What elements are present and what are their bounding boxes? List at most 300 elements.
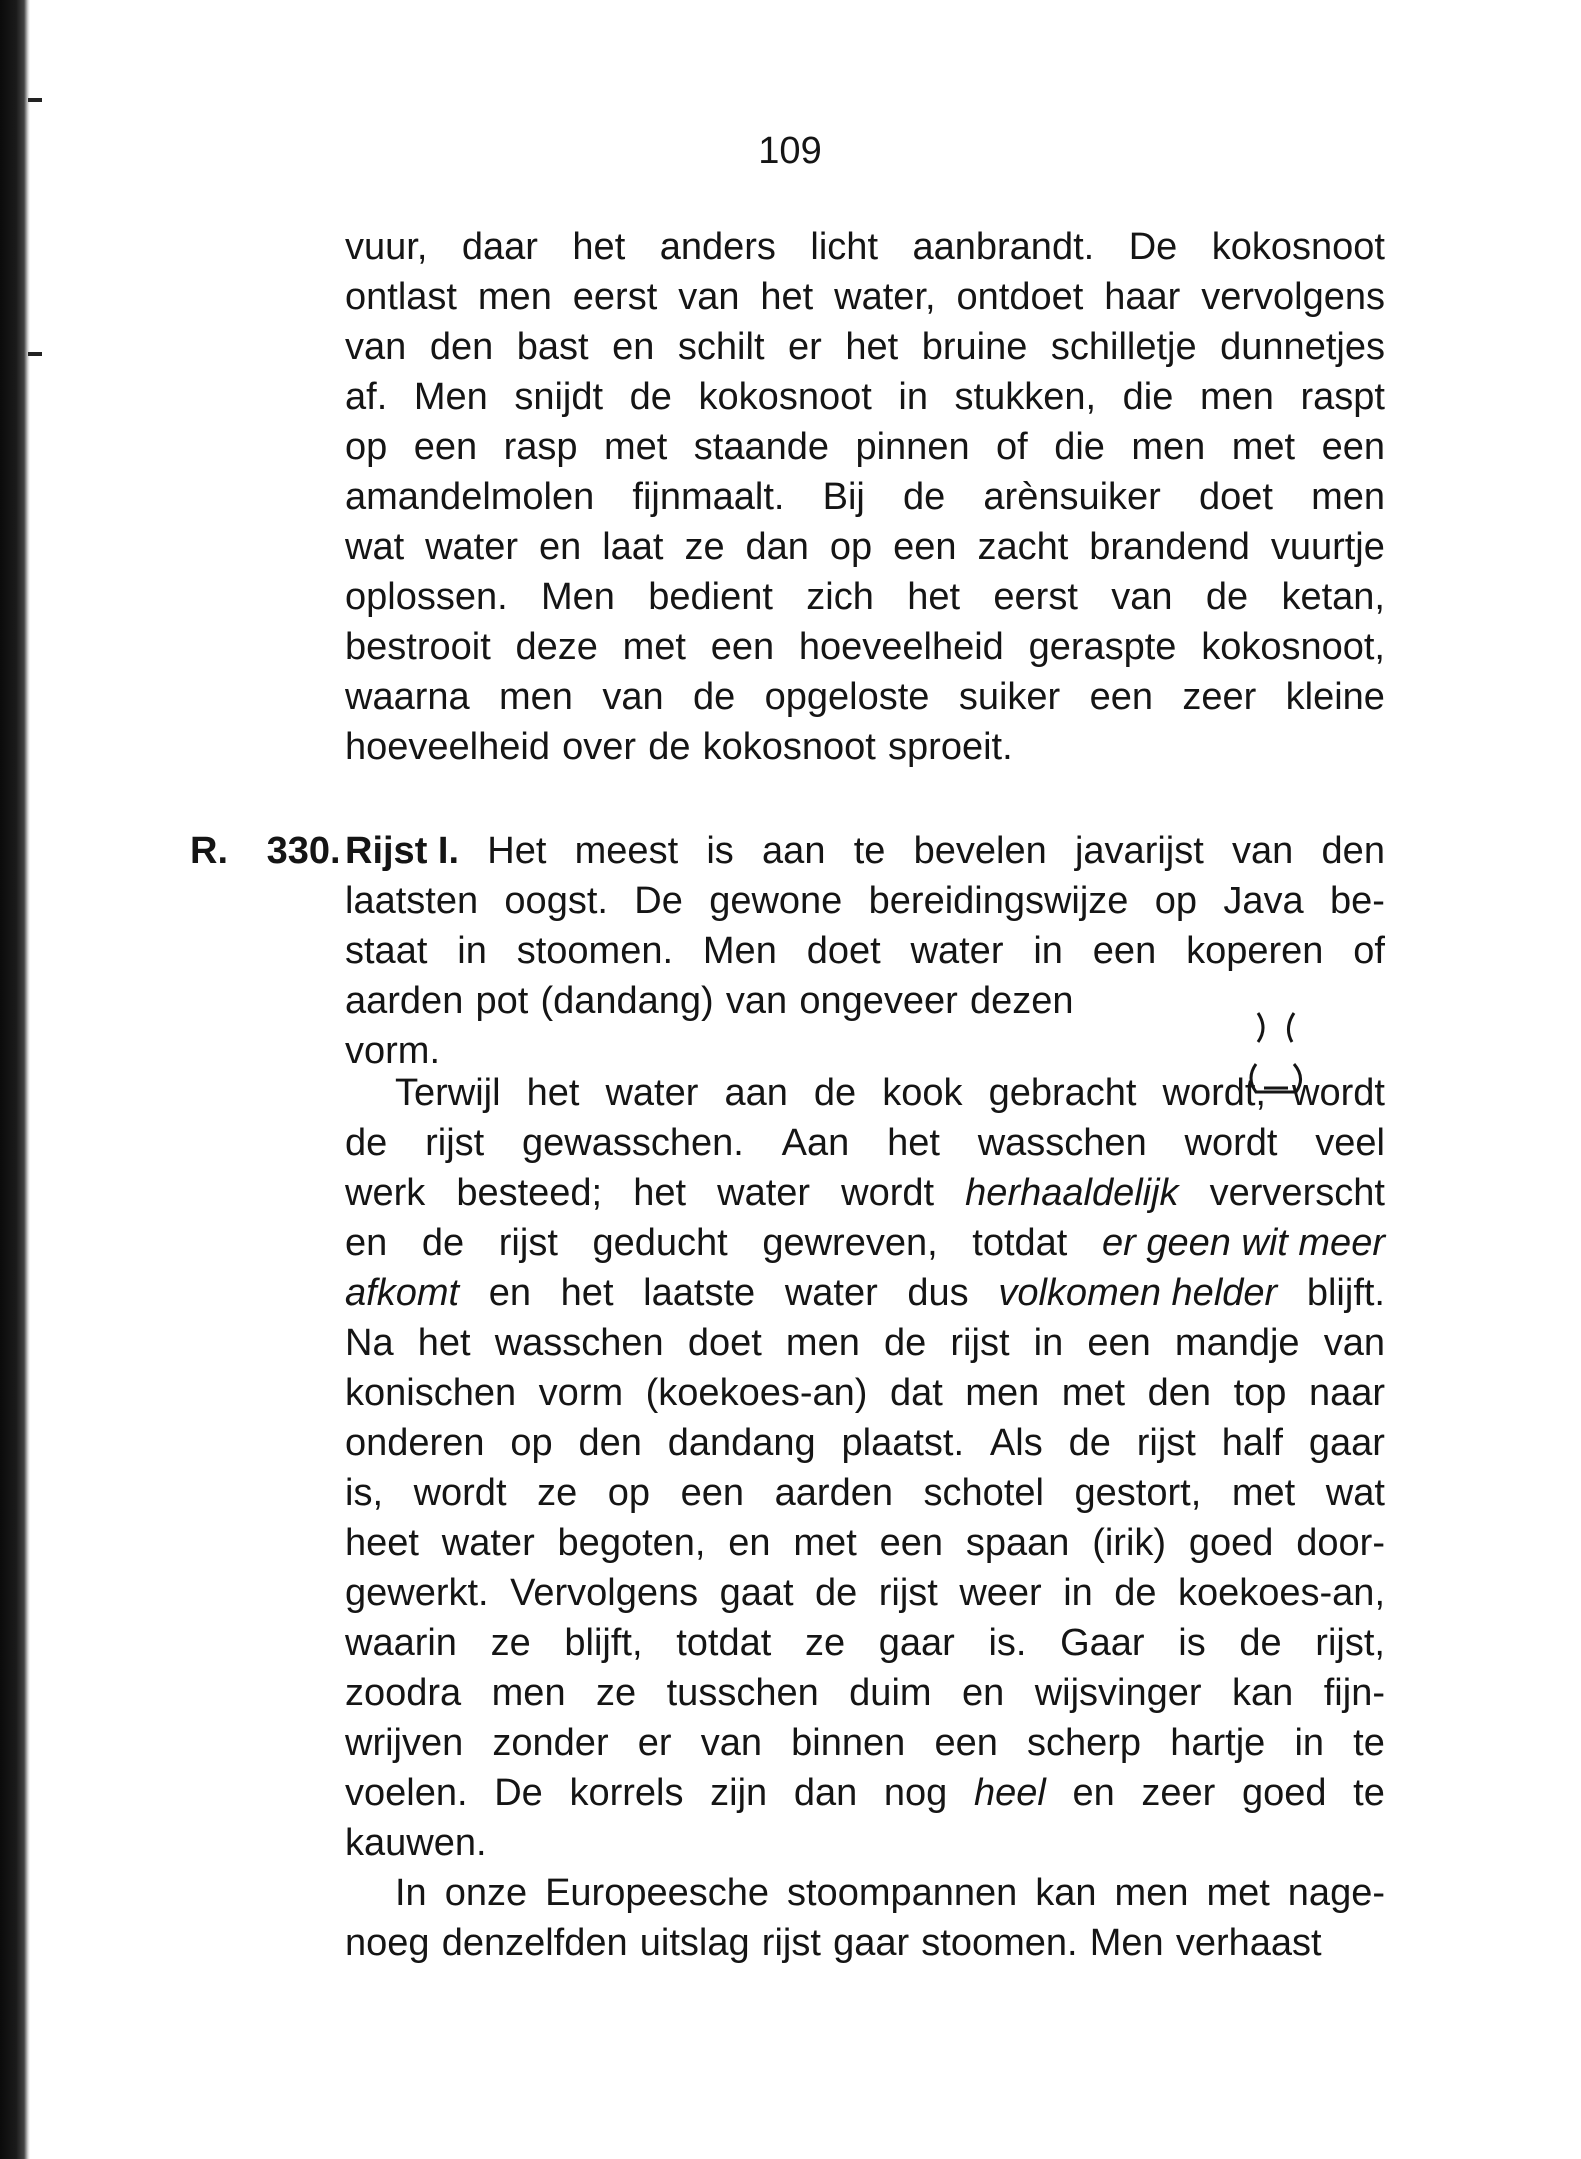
recipe-heading [190, 826, 357, 876]
word: top [1233, 1372, 1287, 1414]
word: nog [883, 1772, 948, 1814]
word: (koekoes-an) [645, 1372, 868, 1414]
text-line [345, 826, 1385, 876]
word: gewasschen. [522, 1122, 744, 1164]
word: van [1323, 1322, 1385, 1364]
word: Bij [822, 476, 865, 518]
recipe-intro [345, 826, 1385, 1076]
word: staande [693, 426, 830, 468]
text-line [345, 1818, 1385, 1868]
word: veel [1315, 1122, 1385, 1164]
word: vuur, [345, 226, 428, 268]
word: een [879, 1522, 943, 1564]
word: ververscht [1209, 1172, 1385, 1214]
word: te [1353, 1772, 1385, 1814]
word: pot [475, 980, 529, 1022]
word: doet [687, 1322, 762, 1364]
word: den [578, 1422, 642, 1464]
word: gaat [719, 1572, 794, 1614]
text-line [345, 1918, 1385, 1968]
word: waarin [345, 1622, 457, 1664]
word: sproeit. [888, 726, 1013, 768]
word: van [725, 980, 788, 1022]
word: hoeveelheid [798, 626, 1004, 668]
word: Als [989, 1422, 1043, 1464]
word: een [1089, 676, 1153, 718]
word: Vervolgens [510, 1572, 699, 1614]
word: een [893, 526, 957, 568]
word: begoten, [557, 1522, 706, 1564]
word: totdat [676, 1622, 772, 1664]
word: aanbrandt. [912, 226, 1095, 268]
word: aarden [345, 980, 464, 1022]
word: men [1199, 376, 1274, 418]
paragraph-wasschen [345, 1068, 1385, 1868]
word: dan [745, 526, 809, 568]
word: eerst [993, 576, 1078, 618]
word: dandang [667, 1422, 816, 1464]
word: geraspte [1028, 626, 1177, 668]
word: aan [724, 1072, 788, 1114]
word: herhaaldelijk [965, 1172, 1179, 1214]
word: voelen. [345, 1772, 468, 1814]
word: heet [345, 1522, 419, 1564]
word: zoodra [345, 1672, 462, 1714]
word: Gaar [1060, 1622, 1145, 1664]
word: die [1122, 376, 1174, 418]
word: men [477, 276, 552, 318]
word: kan [1035, 1872, 1097, 1914]
word: wrijven [345, 1722, 464, 1764]
text-line [345, 1268, 1385, 1318]
word: de [813, 1072, 857, 1114]
recipe-number: 330. [266, 830, 341, 872]
word: Terwijl [395, 1072, 501, 1114]
word: wordt [1184, 1122, 1278, 1164]
word: water [605, 1072, 699, 1114]
word: dus [907, 1272, 969, 1314]
word: besteed; [456, 1172, 603, 1214]
word: hartje [1170, 1722, 1266, 1764]
word: de [1239, 1622, 1282, 1664]
word: een [1321, 426, 1385, 468]
word: men [1114, 1872, 1189, 1914]
word: hoeveelheid [345, 726, 550, 768]
word: de [883, 1322, 927, 1364]
word: water, [834, 276, 936, 318]
word: bruine [921, 326, 1028, 368]
word: kleine [1285, 676, 1385, 718]
word: eerst [572, 276, 658, 318]
binding-mark [28, 352, 42, 356]
word: zich [806, 576, 874, 618]
word: Na [345, 1322, 394, 1364]
word: men [1311, 476, 1385, 518]
word: scherp [1027, 1722, 1142, 1764]
word: den [1147, 1372, 1212, 1414]
word: konischen [345, 1372, 517, 1414]
word: is [1178, 1622, 1206, 1664]
word: wordt, [1162, 1072, 1266, 1114]
text-line [345, 1218, 1385, 1268]
word: met [603, 426, 668, 468]
text-line [345, 1068, 1385, 1118]
word: onze [444, 1872, 528, 1914]
word: zijn [710, 1772, 768, 1814]
text-line [345, 1318, 1385, 1368]
word: een [680, 1472, 745, 1514]
text-line [345, 1618, 1385, 1668]
text-line [345, 1368, 1385, 1418]
text-line [345, 1468, 1385, 1518]
word: een [934, 1722, 998, 1764]
word: tusschen [666, 1672, 819, 1714]
word: met [1231, 1472, 1296, 1514]
word: men [491, 1672, 566, 1714]
word: van [1111, 576, 1173, 618]
word: en [538, 526, 582, 568]
text-line [345, 222, 1385, 272]
word: Men [413, 376, 488, 418]
word: rijst [878, 1572, 938, 1614]
word: en [962, 1672, 1005, 1714]
word: De [634, 880, 683, 922]
word: de [629, 376, 672, 418]
word: men [965, 1372, 1040, 1414]
word: heel [973, 1772, 1046, 1814]
word: af. [345, 376, 388, 418]
word: een [1087, 1322, 1151, 1364]
word: de [692, 676, 736, 718]
word: plaatst. [841, 1422, 965, 1464]
word: Men [702, 930, 777, 972]
word: er [637, 1722, 672, 1764]
word: stukken, [954, 376, 1097, 418]
word: oplossen. [345, 576, 508, 618]
word: ze [596, 1672, 637, 1714]
word: totdat [972, 1222, 1068, 1264]
word: gaar [1308, 1422, 1385, 1464]
word: te [853, 830, 886, 872]
word: op [345, 426, 388, 468]
page-number: 109 [758, 130, 822, 172]
word: vorm [538, 1372, 624, 1414]
word: blijft, [564, 1622, 643, 1664]
word: van [1232, 830, 1294, 872]
word: een [413, 426, 478, 468]
word: de [1114, 1572, 1157, 1614]
word: de [902, 476, 946, 518]
word: denzelfden [441, 1922, 628, 1964]
word: rijst, [1315, 1622, 1385, 1664]
recipe-ref: R. [190, 830, 228, 872]
word: wasschen [494, 1322, 664, 1364]
word: werk [345, 1172, 426, 1214]
word: en [345, 1222, 388, 1264]
word: de [648, 726, 691, 768]
word: rijst [950, 1322, 1010, 1364]
text-line [345, 672, 1385, 722]
word: dan [793, 1772, 858, 1814]
word: verhaast [1175, 1922, 1322, 1964]
word: noeg [345, 1922, 430, 1964]
word: opgeloste [764, 676, 930, 718]
binding-mark [28, 98, 42, 102]
text-line [345, 876, 1385, 926]
word: doet [806, 930, 881, 972]
word: is, [345, 1472, 383, 1514]
word: ontdoet [956, 276, 1084, 318]
word: koperen [1186, 930, 1324, 972]
word: dunnetjes [1220, 326, 1385, 368]
word: den [429, 326, 494, 368]
word: of [1353, 930, 1385, 972]
word: kan [1232, 1672, 1294, 1714]
word: gaar [878, 1622, 955, 1664]
word: wijsvinger [1034, 1672, 1202, 1714]
word: (dandang) [540, 980, 714, 1022]
text-line [345, 1868, 1385, 1918]
word: kokosnoot, [1201, 626, 1385, 668]
word: de [345, 1122, 388, 1164]
word: staat [345, 930, 428, 972]
word: De [494, 1772, 543, 1814]
word: raspt [1300, 376, 1385, 418]
word: weer [959, 1572, 1042, 1614]
word: in [1294, 1722, 1325, 1764]
word: het [633, 1172, 687, 1214]
word: zeer [1141, 1772, 1216, 1814]
word: aan [762, 830, 826, 872]
word: stoompannen [787, 1872, 1018, 1914]
word: laatsten [345, 880, 479, 922]
word: geducht [592, 1222, 728, 1264]
word: laat [602, 526, 664, 568]
text-line [345, 1768, 1385, 1818]
word: rijst [1136, 1422, 1196, 1464]
text-line [345, 472, 1385, 522]
word: vorm. [345, 1030, 440, 1072]
word: bast [516, 326, 589, 368]
word: rijst [425, 1122, 485, 1164]
word: water [910, 930, 1004, 972]
word: met [1061, 1372, 1126, 1414]
word: gestort, [1074, 1472, 1202, 1514]
word: het [560, 1272, 614, 1314]
word: is [706, 830, 734, 872]
recipe-title: Rijst I. [345, 830, 460, 872]
word: stoomen. [921, 1922, 1078, 1964]
word: de [1205, 576, 1249, 618]
word: het [526, 1072, 580, 1114]
text-line [345, 372, 1385, 422]
word: licht [810, 226, 878, 268]
word: kokosnoot [1211, 226, 1385, 268]
text-line [345, 322, 1385, 372]
word: Java [1223, 880, 1304, 922]
word: fijn- [1323, 1672, 1385, 1714]
word: van [700, 1722, 762, 1764]
word: te [1353, 1722, 1385, 1764]
word: (irik) [1092, 1522, 1167, 1564]
word: in [1063, 1572, 1093, 1614]
word: water [717, 1172, 811, 1214]
word: vervolgens [1201, 276, 1385, 318]
word: Het [487, 830, 547, 872]
word: of [996, 426, 1028, 468]
word: met [622, 626, 686, 668]
word: vuurtje [1270, 526, 1385, 568]
text-line [345, 976, 1385, 1026]
word: is. [988, 1622, 1027, 1664]
word: korrels [569, 1772, 684, 1814]
word: gaar [833, 1922, 910, 1964]
word: zonder [492, 1722, 609, 1764]
word: kauwen. [345, 1822, 487, 1864]
word: goed [1188, 1522, 1274, 1564]
word: oogst. [504, 880, 608, 922]
word: ze [684, 526, 725, 568]
word: op [829, 526, 873, 568]
word: men [1131, 426, 1206, 468]
word: gewerkt. [345, 1572, 489, 1614]
word: wordt [413, 1472, 507, 1514]
word: op [510, 1422, 553, 1464]
word: wat [345, 526, 405, 568]
word: op [607, 1472, 651, 1514]
word: ze [537, 1472, 578, 1514]
word: bereidingswijze [868, 880, 1129, 922]
word: in [1033, 930, 1063, 972]
word: een [1092, 930, 1157, 972]
word: het [417, 1322, 471, 1364]
word: van [345, 326, 407, 368]
word: brandend [1089, 526, 1250, 568]
word: javarijst [1074, 830, 1204, 872]
word: rijst [498, 1222, 558, 1264]
word: de [421, 1222, 465, 1264]
word: van [602, 676, 664, 718]
word: bestrooit [345, 626, 491, 668]
word: ontlast [345, 276, 457, 318]
word: suiker [958, 676, 1061, 718]
word: nage- [1287, 1872, 1385, 1914]
word: De [1128, 226, 1178, 268]
word: ze [490, 1622, 531, 1664]
word: aarden [774, 1472, 893, 1514]
word: de [1068, 1422, 1111, 1464]
text-line [345, 1568, 1385, 1618]
word: snijdt [514, 376, 604, 418]
word: rijst [761, 1922, 821, 1964]
word: fijnmaalt. [632, 476, 785, 518]
text-line [345, 572, 1385, 622]
text-line [345, 422, 1385, 472]
word: anders [659, 226, 776, 268]
word: pinnen [855, 426, 970, 468]
word: doet [1198, 476, 1273, 518]
word: Men [1089, 1922, 1164, 1964]
word: gewreven, [762, 1222, 938, 1264]
word: dezen [969, 980, 1074, 1022]
word: onderen [345, 1422, 485, 1464]
word: daar [461, 226, 538, 268]
word: mandje [1174, 1322, 1300, 1364]
text-line [345, 722, 1385, 772]
word: kokosnoot [698, 376, 872, 418]
word: afkomt [345, 1272, 460, 1314]
word: uitslag [639, 1922, 750, 1964]
word: men [499, 676, 573, 718]
word: dat [889, 1372, 943, 1414]
word: spaan [965, 1522, 1070, 1564]
word: rasp [503, 426, 578, 468]
word: met [793, 1522, 857, 1564]
text-line [345, 1718, 1385, 1768]
paragraph-stoompannen [345, 1868, 1385, 1968]
word: zeer [1182, 676, 1257, 718]
word: schilt [677, 326, 765, 368]
word: zacht [977, 526, 1069, 568]
word: in [1033, 1322, 1064, 1364]
word: haar [1104, 276, 1181, 318]
word: ketan, [1281, 576, 1385, 618]
text-line [345, 1118, 1385, 1168]
text-line [345, 622, 1385, 672]
word: wordt [841, 1172, 935, 1214]
word: wordt [1292, 1072, 1385, 1114]
text-line [345, 272, 1385, 322]
word: meest [574, 830, 679, 872]
word: stoomen. [516, 930, 674, 972]
word: die [1054, 426, 1105, 468]
word: duim [849, 1672, 932, 1714]
word: het [845, 326, 899, 368]
word: en [728, 1522, 771, 1564]
word: het [907, 576, 961, 618]
word: half [1221, 1422, 1283, 1464]
word: gebracht [988, 1072, 1137, 1114]
word: schilletje [1050, 326, 1197, 368]
word: deze [515, 626, 598, 668]
paragraph-kokosnoot [345, 222, 1385, 772]
word: water [425, 526, 519, 568]
word: volkomen helder [998, 1272, 1278, 1314]
word: kokosnoot [702, 726, 876, 768]
word: ze [804, 1622, 846, 1664]
word: laatste [643, 1272, 756, 1314]
word: er geen wit meer [1101, 1222, 1385, 1264]
word: wasschen [977, 1122, 1147, 1164]
word: water [784, 1272, 878, 1314]
word: door- [1296, 1522, 1385, 1564]
word: het [572, 226, 626, 268]
word: over [562, 726, 637, 768]
word: Men [541, 576, 615, 618]
word: koekoes-an, [1177, 1572, 1385, 1614]
word: Europeesche [545, 1872, 770, 1914]
text-line [345, 926, 1385, 976]
word: men [785, 1322, 860, 1364]
word: en [612, 326, 655, 368]
word: van [678, 276, 740, 318]
word: bedient [648, 576, 773, 618]
word: den [1321, 830, 1385, 872]
word: met [1206, 1872, 1270, 1914]
word: blijft. [1306, 1272, 1385, 1314]
word: de [815, 1572, 858, 1614]
word: er [788, 326, 822, 368]
